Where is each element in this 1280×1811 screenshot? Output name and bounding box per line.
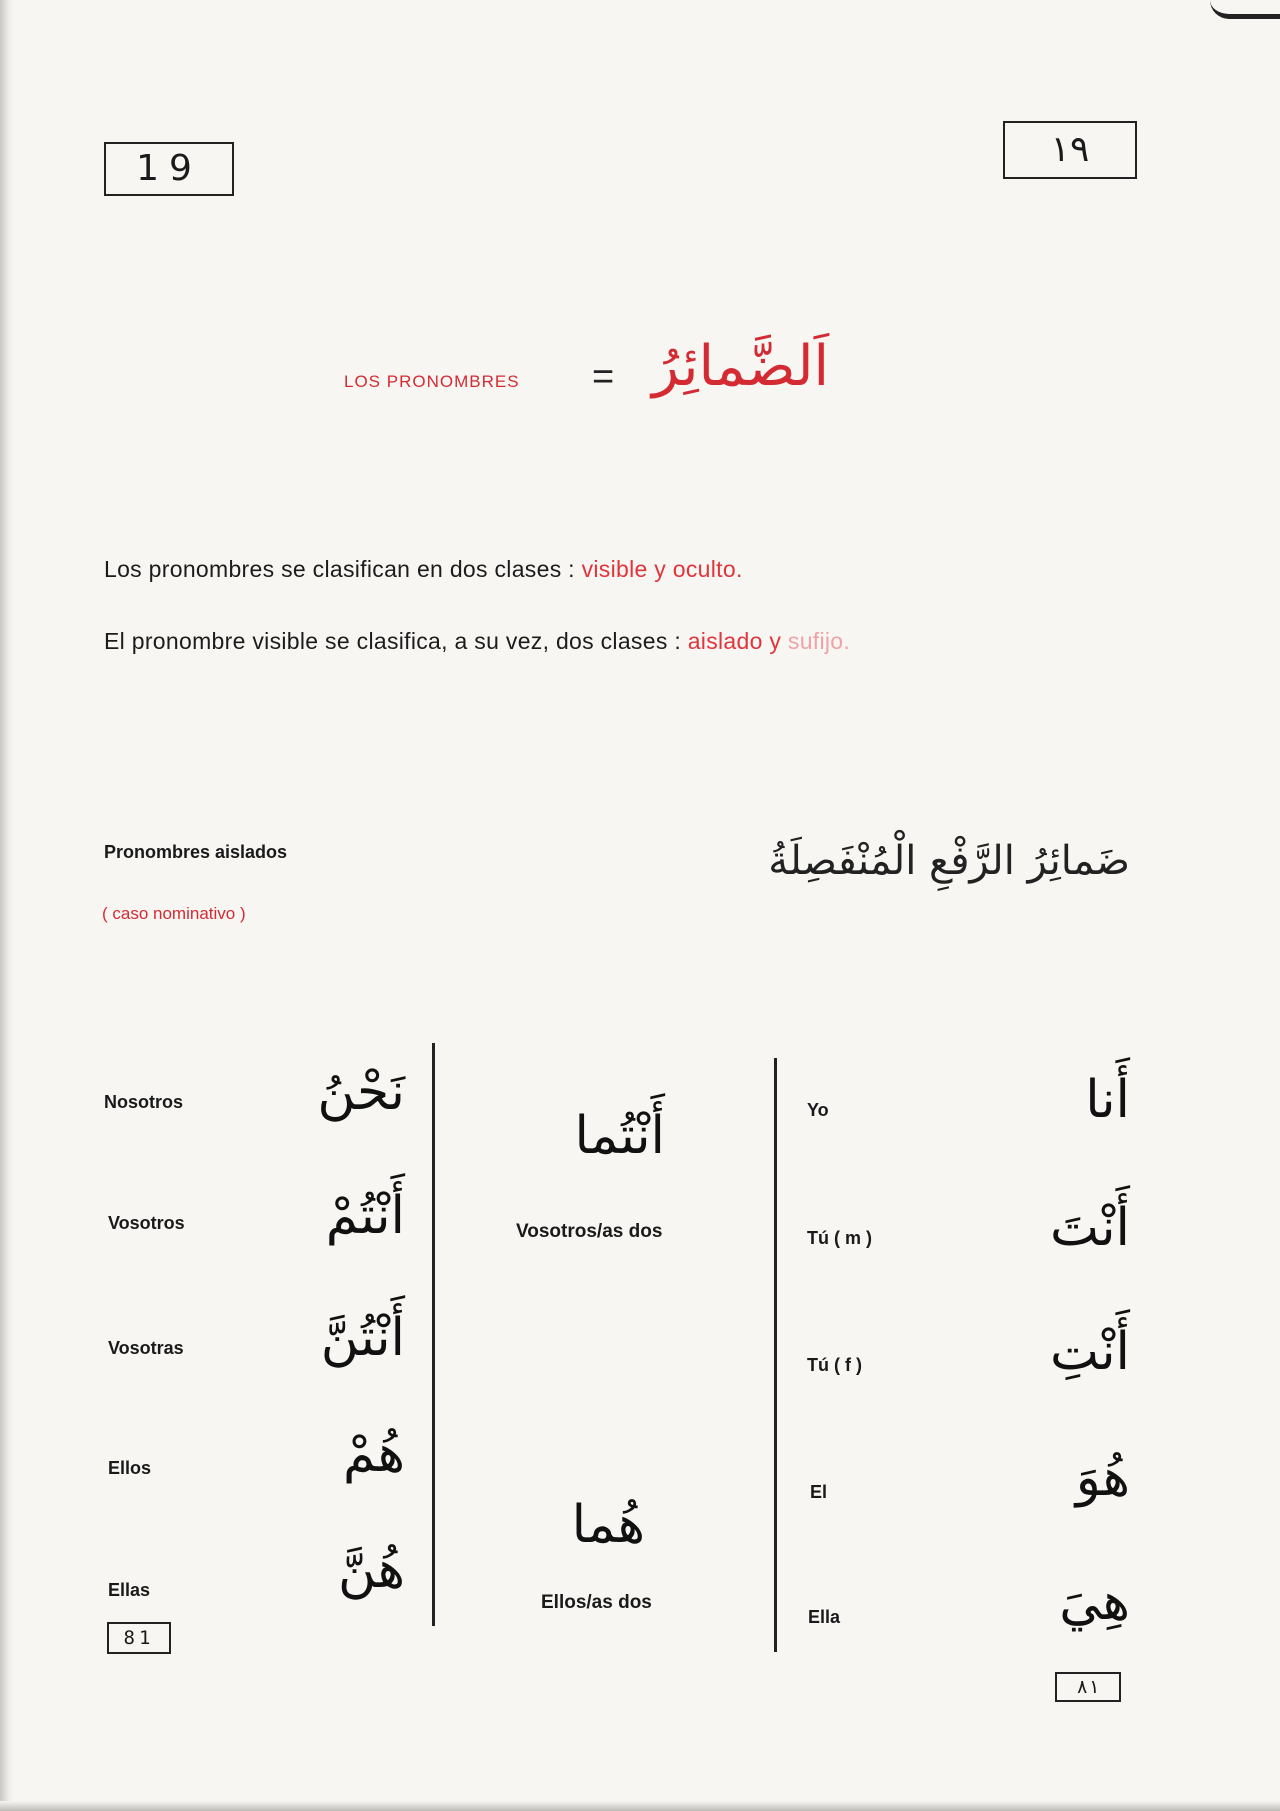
- section-case: ( caso nominativo ): [102, 904, 246, 923]
- page-number-bottom-right: ٨١: [1055, 1672, 1121, 1702]
- paragraph-classification: [104, 556, 743, 583]
- dual-label: Ellos/as dos: [541, 1592, 652, 1613]
- singular-label: Tú ( f ): [807, 1355, 862, 1375]
- section-title: Pronombres aislados: [104, 842, 288, 862]
- column-divider-right: [774, 1058, 777, 1652]
- dual-arabic: هُما: [571, 1495, 645, 1555]
- title-arabic: اَلضَّمائِرُ: [652, 334, 830, 399]
- plural-arabic: أَنْتُنَّ: [320, 1308, 405, 1368]
- title-equals: =: [592, 356, 615, 398]
- plural-arabic: هُنَّ: [337, 1540, 405, 1600]
- plural-label: Vosotras: [108, 1338, 184, 1358]
- singular-label: El: [810, 1482, 828, 1502]
- paragraph-1-highlight: visible y oculto.: [581, 556, 743, 582]
- corner-mark: [1210, 0, 1280, 19]
- plural-arabic: أَنْتُمْ: [325, 1186, 405, 1246]
- singular-arabic: أَنا: [1085, 1070, 1130, 1130]
- page-number-top-left: 19: [104, 142, 234, 196]
- plural-label: Ellos: [108, 1458, 152, 1478]
- plural-label: Nosotros: [104, 1092, 184, 1112]
- singular-label: Ella: [808, 1607, 841, 1627]
- dual-arabic: أَنْتُما: [574, 1106, 665, 1166]
- singular-arabic: أَنْتِ: [1050, 1322, 1130, 1382]
- section-arabic-title: ضَمائِرُ الرَّفْعِ الْمُنْفَصِلَةُ: [768, 838, 1130, 884]
- singular-arabic: هُوَ: [1075, 1448, 1130, 1508]
- paragraph-2-highlight-faded: sufijo.: [787, 628, 851, 654]
- title-spanish: LOS PRONOMBRES: [344, 372, 520, 391]
- page-number-bottom-left: 81: [107, 1622, 171, 1654]
- paragraph-visible: [104, 628, 850, 655]
- page-title: [330, 330, 890, 430]
- plural-arabic: نَحْنُ: [317, 1062, 405, 1122]
- paragraph-2-text: El pronombre visible se clasifica, a su vez, dos clases :: [104, 628, 682, 654]
- plural-arabic: هُمْ: [342, 1424, 405, 1484]
- singular-arabic: هِيَ: [1059, 1572, 1130, 1632]
- plural-label: Vosotros: [108, 1213, 185, 1233]
- plural-label: Ellas: [108, 1580, 151, 1600]
- page-edge-left: [0, 0, 14, 1811]
- paragraph-2-highlight: aislado y: [687, 628, 782, 654]
- page-number-top-right: ١٩: [1003, 121, 1137, 179]
- singular-label: Yo: [807, 1100, 829, 1120]
- paragraph-1-text: Los pronombres se clasifican en dos clases :: [104, 556, 575, 582]
- column-divider-left: [432, 1043, 435, 1626]
- dual-label: Vosotros/as dos: [516, 1221, 663, 1242]
- page-edge-bottom: [0, 1801, 1280, 1811]
- singular-arabic: أَنْتَ: [1050, 1198, 1130, 1258]
- singular-label: Tú ( m ): [807, 1228, 872, 1248]
